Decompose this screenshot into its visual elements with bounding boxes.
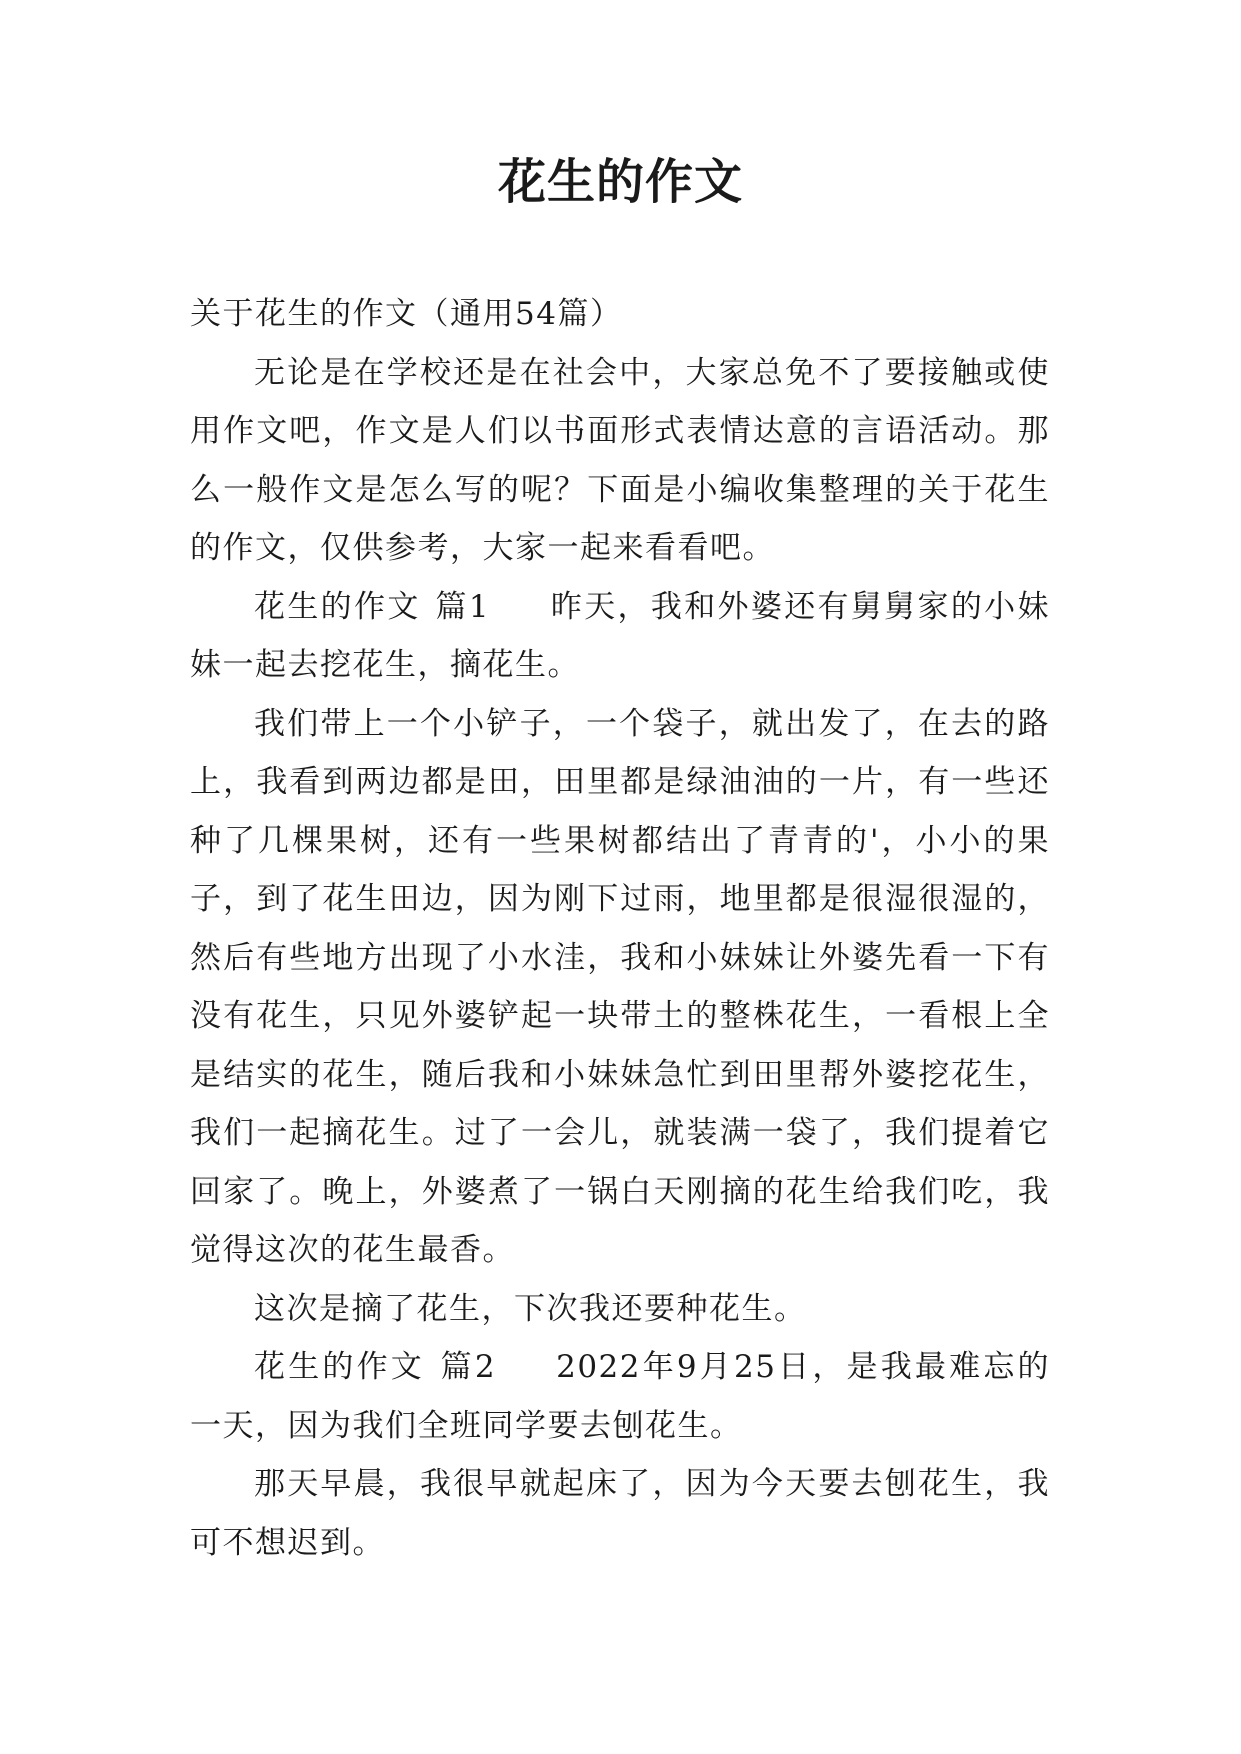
document-title: 花生的作文 <box>497 154 743 210</box>
essay1-paragraph-3: 这次是摘了花生，下次我还要种花生。 <box>254 1290 807 1327</box>
intro-paragraph: 无论是在学校还是在社会中，大家总免不了要接触或使用作文吧，作文是人们以书面形式表情达意的言语活动。那么一般作文是怎么写的呢？下面是小编收集整理的关于花生的作文，仅供参考，大家一起来看看吧。 <box>190 354 1050 566</box>
essay2-first-line: 2022年9月25日，是我最难忘的一天，因为我们全班同学要去刨花生。 <box>190 1349 1051 1444</box>
essay2-heading: 花生的作文 <box>254 1349 425 1385</box>
essay1-number: 篇1 <box>434 588 491 625</box>
essay2-number: 篇2 <box>438 1349 497 1385</box>
essay1-heading: 花生的作文 <box>254 588 421 625</box>
essay1-first-line: 昨天，我和外婆还有舅舅家的小妹妹一起去挖花生，摘花生。 <box>190 588 1050 683</box>
essay1-first-paragraph <box>190 578 1050 695</box>
essay2-first-paragraph <box>190 1338 1050 1455</box>
essay2-paragraph-2: 那天早晨，我很早就起床了，因为今天要去刨花生，我可不想迟到。 <box>190 1466 1050 1561</box>
document-body <box>190 285 1050 1572</box>
document-subtitle: 关于花生的作文（通用54篇） <box>190 296 623 332</box>
essay1-paragraph-2: 我们带上一个小铲子，一个袋子，就出发了，在去的路上，我看到两边都是田，田里都是绿油油的一片，有一些还种了几棵果树，还有一些果树都结出了青青的'，小小的果子，到了花生田边，因为刚下过雨，地里都是很湿很湿的，然后有些地方出现了小水洼，我和小妹妹让外婆先看一下有没有花生，只见外婆铲起一块带土的整株花生，一看根上全是结实的花生，随后我和小妹妹急忙到田里帮外婆挖花生，我们一起摘花生。过了一会儿，就装满一袋了，我们提着它回家了。晚上，外婆煮了一锅白天刚摘的花生给我们吃，我觉得这次的花生最香。 <box>190 705 1050 1268</box>
